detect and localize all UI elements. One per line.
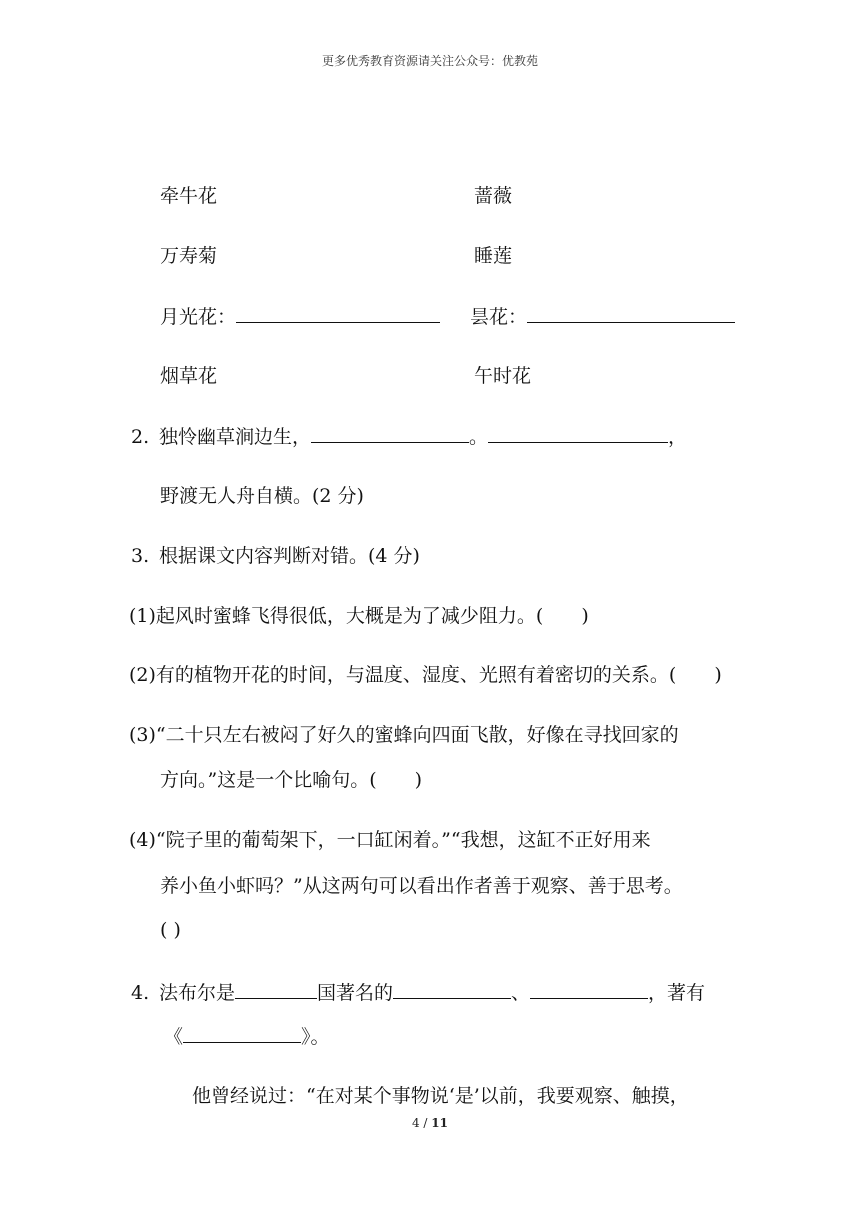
answer-blank[interactable]: [393, 980, 511, 999]
flower-label: 牵牛花: [160, 185, 218, 207]
page-total: 11: [431, 1116, 448, 1130]
punctuation: ，: [668, 426, 688, 448]
flower-label: 万寿菊: [160, 245, 218, 267]
punctuation: 、: [511, 982, 531, 1004]
item-text: “二十只左右被闷了好久的蜜蜂向四面飞散，好像在寻找回家的: [155, 724, 679, 746]
item-index: (4): [129, 829, 156, 851]
item-index: (1): [129, 605, 156, 627]
answer-blank[interactable]: [527, 304, 735, 323]
judgement-item: [129, 663, 722, 687]
question-number: 3.: [131, 545, 150, 567]
page-header: 更多优秀教育资源请关注公众号：优教苑: [321, 54, 538, 68]
question-3: [131, 544, 420, 568]
judgement-item: [129, 604, 589, 628]
item-text: ( ): [160, 919, 181, 941]
judgement-item: [129, 723, 679, 747]
item-text: 方向。”这是一个比喻句。( ): [160, 769, 423, 791]
book-bracket: 》。: [301, 1026, 330, 1048]
question-text: 独怜幽草涧边生，: [159, 426, 312, 448]
item-text: 有的植物开花的时间，与温度、湿度、光照有着密切的关系。( ): [155, 664, 722, 686]
page-current: 4 /: [411, 1116, 432, 1130]
question-4: [131, 980, 705, 1005]
flower-row: [160, 304, 440, 329]
question-text: 法布尔是: [159, 982, 236, 1004]
flower-label: 蔷薇: [474, 185, 513, 207]
question-text: 野渡无人舟自横。(2 分): [160, 485, 364, 507]
question-text: ，著有: [648, 982, 706, 1004]
question-number: 4.: [131, 982, 150, 1004]
flower-label: 烟草花: [160, 365, 218, 387]
answer-blank[interactable]: [183, 1024, 301, 1043]
flower-label: 睡莲: [474, 245, 513, 267]
book-bracket: 《: [164, 1026, 184, 1048]
answer-blank[interactable]: [236, 304, 440, 323]
answer-blank[interactable]: [488, 424, 668, 443]
item-text: 起风时蜜蜂飞得很低，大概是为了减少阻力。( ): [155, 605, 589, 627]
question-text: 国著名的: [317, 982, 394, 1004]
flower-row: [470, 304, 735, 329]
item-index: (3): [129, 724, 156, 746]
judgement-item: [129, 828, 651, 852]
item-text: “院子里的葡萄架下，一口缸闲着。”“我想，这缸不正好用来: [155, 829, 651, 851]
item-text: 养小鱼小虾吗？”从这两句可以看出作者善于观察、善于思考。: [160, 875, 683, 897]
flower-label: 月光花：: [160, 306, 237, 328]
question-text: 根据课文内容判断对错。(4 分): [159, 545, 420, 567]
book-title-row: [164, 1024, 330, 1049]
answer-blank[interactable]: [311, 424, 469, 443]
question-number: 2.: [131, 426, 150, 448]
question-2: [131, 424, 687, 449]
item-index: (2): [129, 664, 156, 686]
quote-text: 他曾经说过：“在对某个事物说‘是’以前，我要观察、触摸，: [192, 1085, 689, 1107]
flower-label: 昙花：: [470, 306, 528, 328]
page-number: [0, 1116, 860, 1130]
punctuation: 。: [469, 426, 489, 448]
answer-blank[interactable]: [530, 980, 648, 999]
answer-blank[interactable]: [235, 980, 317, 999]
flower-label: 午时花: [474, 365, 532, 387]
